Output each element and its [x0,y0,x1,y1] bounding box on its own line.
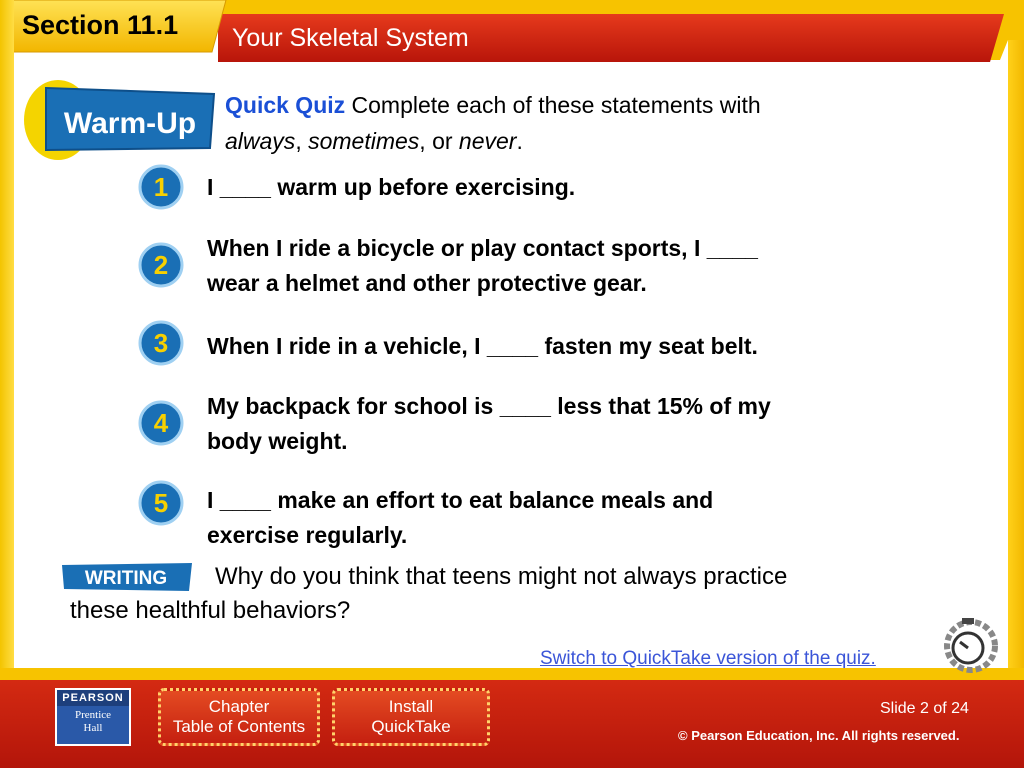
word-sometimes: sometimes [308,128,420,154]
svg-text:5: 5 [153,488,169,518]
quiz-instruction-line2 [225,128,523,155]
statement-1 [207,170,927,205]
publisher-line2: Hall [83,722,103,734]
section-label: Section 11.1 [22,10,179,40]
number-4-icon [138,400,184,446]
number-3-icon [138,320,184,366]
quicktake-link[interactable]: Switch to QuickTake version of the quiz. [540,648,876,669]
statement-4-line1: My backpack for school is ____ less that 15% of my [207,393,771,419]
writing-question-line1: Why do you think that teens might not always practice [215,563,788,590]
statement-1-line1: I ____ warm up before exercising. [207,174,576,200]
writing-badge [62,563,192,591]
quiz-instruction-text: Complete each of these statements with [351,92,761,118]
frame-right-border [1008,40,1024,680]
end-period: . [516,128,523,154]
publisher-line1: Prentice [74,709,112,721]
statement-3-line1: When I ride in a vehicle, I ____ fasten my seat belt. [207,333,758,359]
slide-counter: Slide 2 of 24 [880,700,969,717]
frame-left-border [0,0,14,680]
svg-text:2: 2 [153,250,169,280]
statement-2 [207,231,927,301]
statement-4-line2: body weight. [207,428,348,454]
writing-question-line2: these healthful behaviors? [70,597,351,624]
statement-5-line2: exercise regularly. [207,522,408,548]
chapter-toc-label-line1: Chapter [208,697,270,716]
number-5-icon [138,480,184,526]
statement-5-line1: I ____ make an effort to eat balance meals and [207,487,714,513]
quick-quiz-label: Quick Quiz [225,92,346,118]
install-quicktake-label-line2: QuickTake [371,717,451,736]
number-1-icon [138,164,184,210]
statement-2-line2: wear a helmet and other protective gear. [207,270,647,296]
separator-1: , [295,128,302,154]
word-always: always [225,128,296,154]
svg-text:4: 4 [153,408,169,438]
number-2-icon [138,242,184,288]
warmup-badge-icon [18,78,228,162]
stopwatch-icon[interactable] [940,612,1002,674]
statement-5 [207,483,927,553]
writing-badge-label: WRITING [84,568,168,589]
svg-text:1: 1 [153,172,169,202]
statement-2-line1: When I ride a bicycle or play contact sports, I ____ [207,235,758,261]
svg-text:3: 3 [153,328,169,358]
chapter-toc-button[interactable] [158,688,320,746]
statement-4 [207,389,927,459]
quiz-instruction-line1 [225,92,761,119]
separator-2: , or [419,128,453,154]
slide-title: Your Skeletal System [232,24,469,52]
chapter-toc-label-line2: Table of Contents [172,717,306,736]
publisher-top-label: PEARSON [57,690,129,706]
warmup-badge [18,78,228,162]
word-never: never [458,128,517,154]
footer-bar [0,680,1024,768]
copyright-notice: © Pearson Education, Inc. All rights reserved. [678,728,960,743]
install-quicktake-label-line1: Install [388,697,434,716]
statement-3 [207,329,927,364]
warmup-badge-label: Warm-Up [63,107,197,140]
publisher-name [57,706,129,735]
install-quicktake-button[interactable] [332,688,490,746]
pearson-prentice-hall-logo [55,688,131,746]
